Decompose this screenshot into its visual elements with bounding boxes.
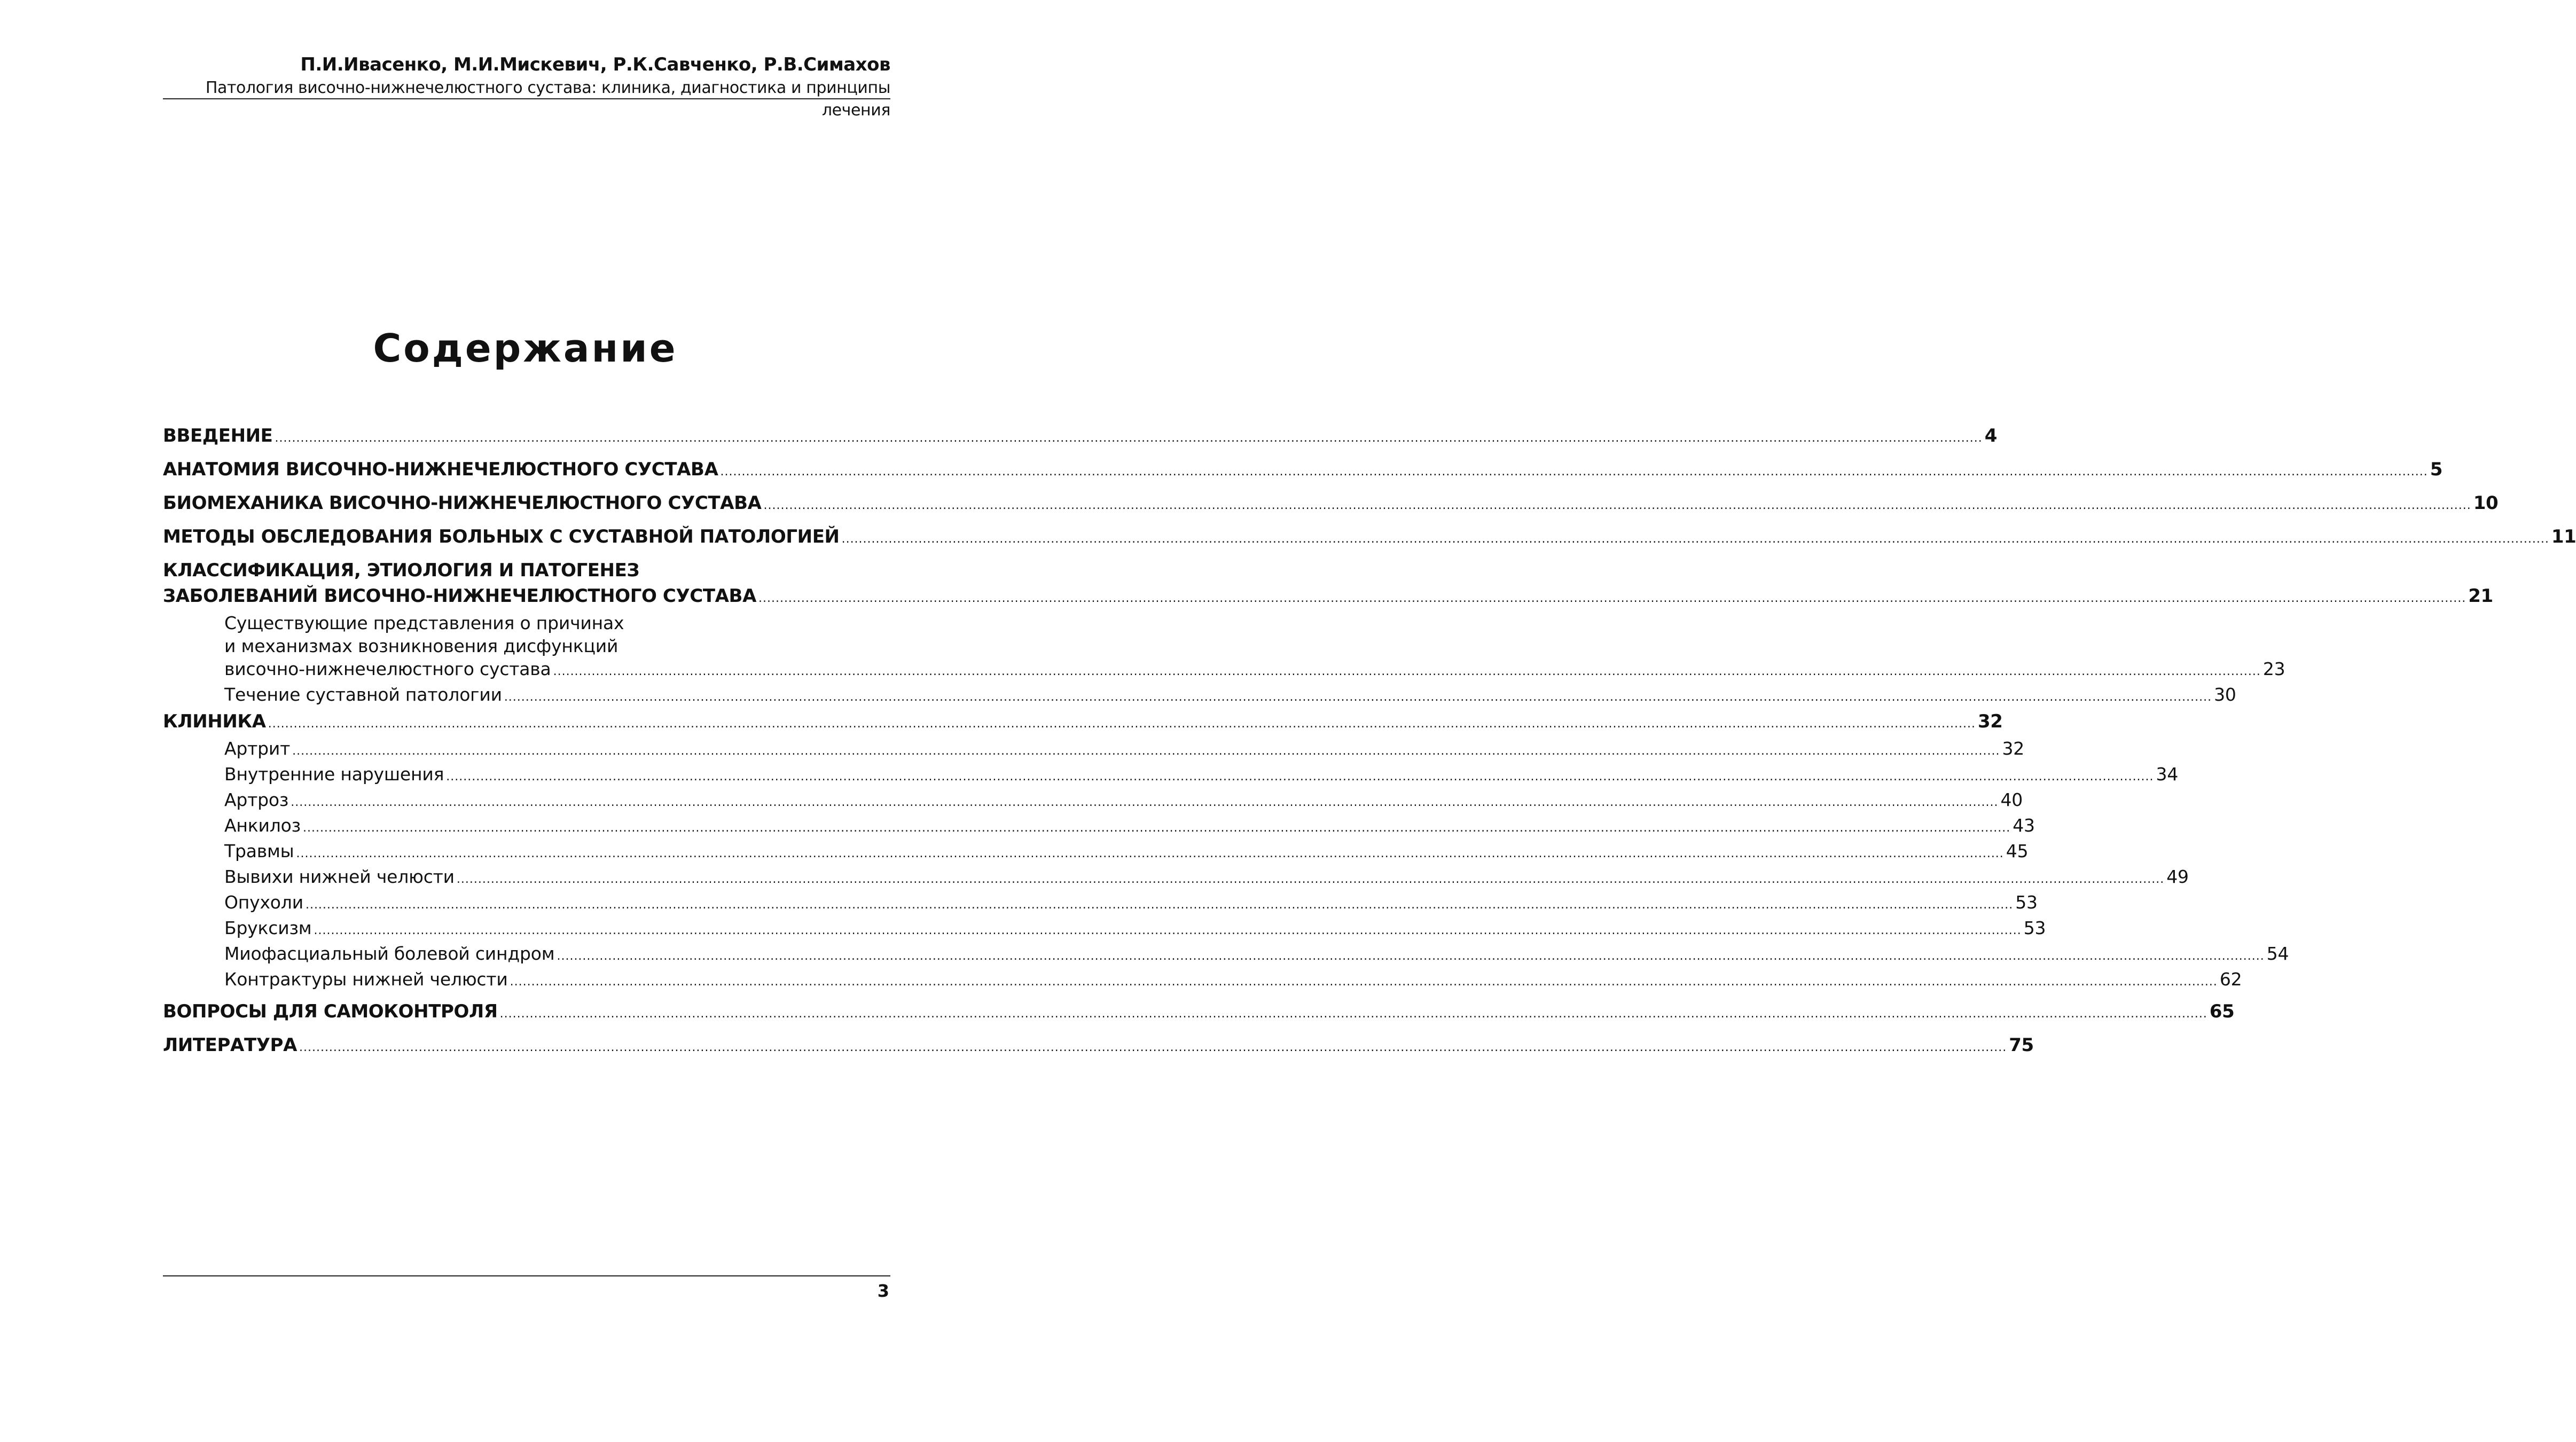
running-header xyxy=(163,52,890,122)
toc-leader: ................................................................................................................................................................................................................................................................................................................................................................................................................ xyxy=(302,821,2011,835)
toc-subentry-course xyxy=(163,683,2236,709)
toc-entry-title: Вывихи нижней челюсти xyxy=(224,866,455,887)
toc-entry-title: Внутренние нарушения xyxy=(224,764,444,785)
toc-subentry-ankylosis xyxy=(163,814,2035,840)
toc-entry-page: 43 xyxy=(2013,815,2035,836)
toc-entry-page: 45 xyxy=(2006,841,2029,861)
toc-subentry-causes xyxy=(163,612,2285,683)
toc-subentry-injuries xyxy=(163,840,2029,865)
toc-entry-page: 4 xyxy=(1984,425,1998,446)
toc-entry-literature xyxy=(163,1032,2034,1061)
table-of-contents xyxy=(163,423,2576,1061)
toc-leader: ................................................................................................................................................................................................................................................................................................................................................................................................................ xyxy=(499,1007,2207,1021)
toc-entry-page: 32 xyxy=(2002,738,2025,759)
toc-entry-title: Опухоли xyxy=(224,892,303,913)
toc-entry-page: 30 xyxy=(2214,684,2236,705)
toc-entry-page: 40 xyxy=(2000,789,2023,810)
toc-subentry-arthritis xyxy=(163,737,2025,763)
toc-entry-title: КЛИНИКА xyxy=(163,711,266,732)
toc-leader: ................................................................................................................................................................................................................................................................................................................................................................................................................ xyxy=(292,744,2000,758)
toc-subentry-myofascial-pain xyxy=(163,942,2289,968)
toc-subentry-contractures xyxy=(163,968,2242,993)
toc-leader: ................................................................................................................................................................................................................................................................................................................................................................................................................ xyxy=(268,717,1976,731)
toc-leader: ................................................................................................................................................................................................................................................................................................................................................................................................................ xyxy=(720,465,2428,479)
footer-rule xyxy=(163,1275,890,1276)
header-rule xyxy=(163,98,890,99)
toc-entry-title: МЕТОДЫ ОБСЛЕДОВАНИЯ БОЛЬНЫХ С СУСТАВНОЙ ПАТОЛОГИЕЙ xyxy=(163,526,840,547)
toc-subentry-arthrosis xyxy=(163,788,2023,814)
toc-leader: ................................................................................................................................................................................................................................................................................................................................................................................................................ xyxy=(557,950,2265,963)
toc-entry-page: 34 xyxy=(2156,764,2179,785)
toc-entry-page: 54 xyxy=(2266,943,2289,964)
toc-entry-title: Контрактуры нижней челюсти xyxy=(224,969,508,990)
toc-entry-title: Бруксизм xyxy=(224,918,312,938)
toc-entry-title: Артроз xyxy=(224,789,289,810)
toc-entry-page: 53 xyxy=(2023,918,2046,938)
toc-entry-page: 53 xyxy=(2015,892,2038,913)
toc-entry-title: Миофасциальный болевой синдром xyxy=(224,943,555,964)
toc-entry-clinic xyxy=(163,709,2003,737)
toc-entry-anatomy xyxy=(163,457,2443,485)
toc-entry-title: БИОМЕХАНИКА ВИСОЧНО-НИЖНЕЧЕЛЮСТНОГО СУСТАВА xyxy=(163,492,762,514)
toc-leader: ................................................................................................................................................................................................................................................................................................................................................................................................................ xyxy=(275,432,1983,445)
toc-subentry-bruxism xyxy=(163,916,2046,942)
toc-leader: ................................................................................................................................................................................................................................................................................................................................................................................................................ xyxy=(291,796,1999,809)
toc-leader: ................................................................................................................................................................................................................................................................................................................................................................................................................ xyxy=(446,770,2154,783)
header-authors: П.И.Ивасенко, М.И.Мискевич, Р.К.Савченко, Р.В.Симахов xyxy=(300,54,890,75)
toc-entry-page: 5 xyxy=(2430,459,2443,480)
toc-leader: ................................................................................................................................................................................................................................................................................................................................................................................................................ xyxy=(504,691,2212,704)
toc-entry-title: Течение суставной патологии xyxy=(224,684,502,705)
toc-entry-page: 49 xyxy=(2166,866,2189,887)
toc-leader: ................................................................................................................................................................................................................................................................................................................................................................................................................ xyxy=(299,1041,2007,1054)
toc-entry-self-control xyxy=(163,999,2235,1027)
toc-leader: ................................................................................................................................................................................................................................................................................................................................................................................................................ xyxy=(553,665,2261,678)
toc-subentry-internal-derangements xyxy=(163,763,2179,788)
toc-entry-page: 65 xyxy=(2209,1001,2235,1022)
toc-entry-title-line: ЗАБОЛЕВАНИЙ ВИСОЧНО-НИЖНЕЧЕЛЮСТНОГО СУСТАВА xyxy=(163,585,756,607)
toc-entry-page: 62 xyxy=(2219,969,2242,990)
toc-entry-title-line: и механизмах возникновения дисфункций xyxy=(224,636,618,656)
toc-leader: ................................................................................................................................................................................................................................................................................................................................................................................................................ xyxy=(758,592,2467,605)
toc-entry-classification xyxy=(163,558,2493,612)
page-title: Содержание xyxy=(373,326,678,371)
toc-entry-title-line: КЛАССИФИКАЦИЯ, ЭТИОЛОГИЯ И ПАТОГЕНЕЗ xyxy=(163,560,640,581)
toc-entry-title: Травмы xyxy=(224,841,294,861)
toc-entry-title: Артрит xyxy=(224,738,291,759)
toc-leader: ................................................................................................................................................................................................................................................................................................................................................................................................................ xyxy=(314,924,2022,937)
page-number: 3 xyxy=(877,1281,889,1301)
toc-entry-introduction xyxy=(163,423,1998,451)
toc-entry-page: 11 xyxy=(2551,526,2576,547)
toc-entry-page: 21 xyxy=(2468,585,2493,607)
toc-entry-page: 75 xyxy=(2009,1035,2034,1056)
toc-entry-examination-methods xyxy=(163,524,2576,552)
toc-entry-title: АНАТОМИЯ ВИСОЧНО-НИЖНЕЧЕЛЮСТНОГО СУСТАВА xyxy=(163,459,718,480)
toc-entry-page: 32 xyxy=(1977,711,2003,732)
toc-leader: ................................................................................................................................................................................................................................................................................................................................................................................................................ xyxy=(456,873,2165,886)
toc-leader: ................................................................................................................................................................................................................................................................................................................................................................................................................ xyxy=(763,499,2471,512)
toc-subentry-dislocations xyxy=(163,865,2189,891)
toc-entry-title-line: височно-нижнечелюстного сустава xyxy=(224,659,551,679)
toc-entry-title: ВВЕДЕНИЕ xyxy=(163,425,273,446)
toc-entry-page: 10 xyxy=(2473,492,2499,514)
toc-leader: ................................................................................................................................................................................................................................................................................................................................................................................................................ xyxy=(296,847,2004,860)
toc-entry-title-line: Существующие представления о причинах xyxy=(224,613,624,633)
toc-leader: ................................................................................................................................................................................................................................................................................................................................................................................................................ xyxy=(510,975,2218,989)
toc-entry-biomechanics xyxy=(163,490,2499,519)
header-book-title: Патология височно-нижнечелюстного сустава: клиника, диагностика и принципы лечения xyxy=(205,79,890,120)
toc-subentry-tumors xyxy=(163,891,2038,916)
toc-entry-title: ЛИТЕРАТУРА xyxy=(163,1035,297,1056)
toc-entry-page: 23 xyxy=(2262,659,2285,679)
toc-leader: ................................................................................................................................................................................................................................................................................................................................................................................................................ xyxy=(841,532,2549,546)
toc-leader: ................................................................................................................................................................................................................................................................................................................................................................................................................ xyxy=(305,898,2014,912)
toc-entry-title: Анкилоз xyxy=(224,815,301,836)
toc-entry-title: ВОПРОСЫ ДЛЯ САМОКОНТРОЛЯ xyxy=(163,1001,498,1022)
